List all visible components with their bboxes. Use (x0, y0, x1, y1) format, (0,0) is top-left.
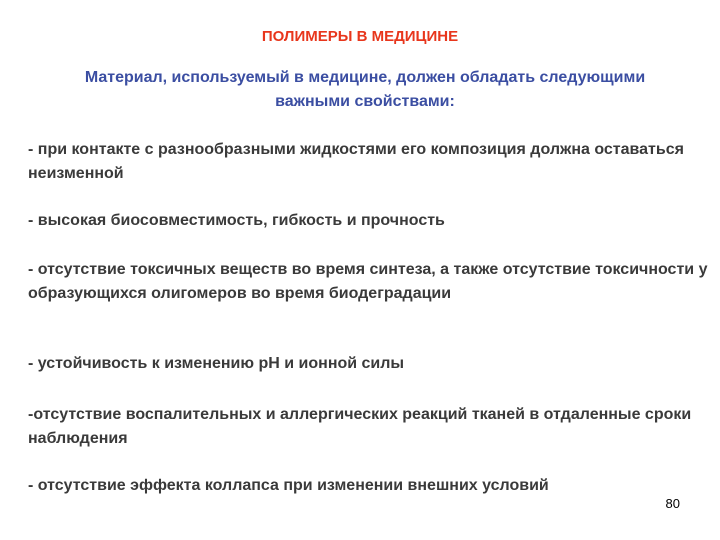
property-item: - высокая биосовместимость, гибкость и прочность (28, 212, 445, 229)
intro-text: Материал, используемый в медицине, должен обладать следующими важными свойствами: (84, 69, 646, 110)
property-item: -отсутствие воспалительных и аллергических реакций тканей в отдаленные сроки наблюдения (28, 406, 692, 447)
property-item: - отсутствие токсичных веществ во время синтеза, а также отсутствие токсичности у образующихся олигомеров во время биодеградации (28, 261, 708, 302)
property-item: - устойчивость к изменению рН и ионной силы (28, 355, 405, 372)
page-number: 80 (665, 496, 680, 511)
property-item: - отсутствие эффекта коллапса при изменении внешних условий (28, 477, 549, 494)
slide-title: ПОЛИМЕРЫ В МЕДИЦИНЕ (261, 28, 459, 45)
property-item: - при контакте с разнообразными жидкостями его композиция должна оставаться неизменной (28, 141, 684, 182)
